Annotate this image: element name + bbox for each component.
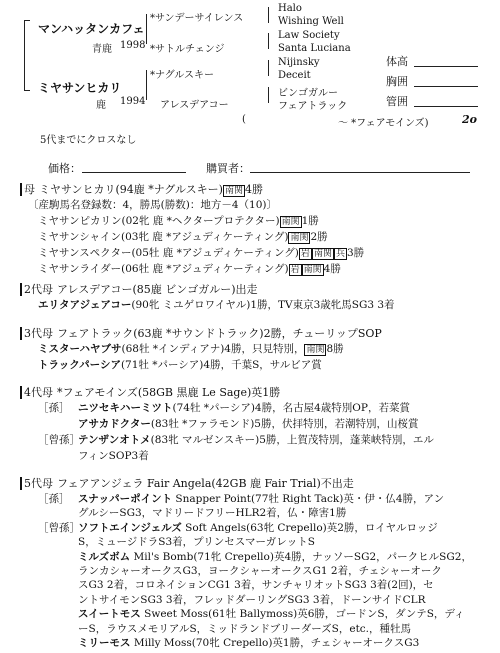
horse-detail: ントサイモンSG3 3着，フレッドダーリングSG3 3着，ドーンサイドCLR <box>78 593 426 606</box>
tag-box: 南関 <box>303 265 322 275</box>
g2-head <box>20 281 258 297</box>
dam-sire: *ナグルスキー <box>150 70 214 81</box>
horse-detail: (83牡 *ファラモンド)5勝，伏拝特別，若潮特別，山桜賞 <box>150 418 419 430</box>
price-field <box>82 172 186 173</box>
horse-detail: Soft Angels(63牝 Crepello)英2勝，ロイヤルロッジ <box>181 521 438 534</box>
g3-5: Deceit <box>278 70 311 81</box>
cannon-field <box>414 106 478 107</box>
tag-box: 南関 <box>306 345 325 355</box>
g5-label: 5代母 <box>20 477 53 490</box>
dam-line1: ミヤサンヒカリ(94鹿 *ナグルスキー) <box>39 183 223 196</box>
tag-box: 岩 <box>300 249 310 259</box>
g3-row <box>38 357 322 372</box>
g5-head <box>20 475 354 491</box>
horse-name: ミルズボム <box>78 550 131 563</box>
g5-row <box>38 549 472 564</box>
horse-name: テンザンオトメ <box>78 434 151 446</box>
g2-row <box>38 297 395 312</box>
g3-1: Wishing Well <box>278 16 344 27</box>
g5-row <box>38 577 434 592</box>
sire-dam: *サトルチェンジ <box>150 44 225 55</box>
tag-box: 南関 <box>224 186 243 196</box>
sire-color: 青鹿 <box>92 44 112 55</box>
dam-dam: アレスデアコー <box>160 100 229 111</box>
g5-row <box>38 635 419 650</box>
horse-detail: ランカシャーオークスG3，ヨークシャーオークスG1 2着，チェシャーオーク <box>78 565 442 577</box>
g3-6: ビンゴガルー <box>278 88 338 99</box>
pedigree-bracket-bottom <box>24 90 30 91</box>
relation-label: ［曾孫］ <box>38 521 80 534</box>
offspring-tail: 2勝 <box>310 231 328 243</box>
sire-name: マンハッタンカフェ <box>38 22 145 36</box>
g5-row <box>38 606 465 621</box>
g3-2: Law Society <box>278 30 340 41</box>
horse-detail: S，ミュージドラS3着，プリンセスマーガレットS <box>78 536 315 549</box>
offspring-text: ミヤサンライダー(06牡 鹿 *アジュディケーティング) <box>38 263 289 275</box>
offspring-tail: 4勝 <box>323 263 341 275</box>
price-label: 価格： <box>48 162 81 175</box>
horse-name: ミリーモス <box>78 637 131 649</box>
g3-line1: フェアトラック(63鹿 *サウンドトラック)2勝，チューリップSOP <box>57 327 382 340</box>
dam-section-label: 母 <box>20 183 35 196</box>
g3-label: 3代母 <box>20 327 53 340</box>
pedigree-bracket-top <box>24 20 30 21</box>
dam-year: 1994 <box>120 96 146 107</box>
offspring-tail: 3勝 <box>346 247 365 259</box>
tag-box: 岩 <box>290 265 300 275</box>
dam-line2: 〔産駒馬名登録数：4，勝馬(勝数)：地方－4（10)〕 <box>28 199 278 211</box>
gen3-bracket-2 <box>268 33 269 49</box>
dam-section-head <box>20 181 263 197</box>
offspring-row <box>38 229 328 244</box>
g5-row <box>38 520 438 535</box>
cannon-label: 管囲 <box>386 95 408 108</box>
g2-label: 2代母 <box>20 283 53 296</box>
footer-tail: ～ *フェアモインズ) <box>338 118 429 129</box>
horse-detail: (74牡 *パーシア)4勝，名古屋4歳特別OP，若菜賞 <box>172 402 410 414</box>
g4-row <box>38 448 149 463</box>
g4-line1: *フェアモインズ(58GB 黒鹿 Le Sage)英1勝 <box>57 386 281 399</box>
g3-head <box>20 325 382 341</box>
sire-year: 1998 <box>120 40 146 51</box>
horse-name: アサカドクター <box>78 418 151 430</box>
horse-name: スナッパーポイント <box>78 493 173 505</box>
horse-detail: Snapper Point(77牡 Right Tack)英・伊・仏4勝，アン <box>172 493 445 505</box>
chest-field <box>414 86 478 87</box>
g3-3: Santa Luciana <box>278 43 351 54</box>
offspring-text: ミヤサンシャイン(03牝 鹿 *アジュディケーティング) <box>38 231 289 243</box>
g4-row <box>38 400 410 415</box>
horse-detail: フィンSOP3着 <box>78 450 149 462</box>
g4-row <box>38 432 434 447</box>
gen3-bracket-3 <box>268 60 269 76</box>
g5-row <box>38 505 346 520</box>
sire-sire: *サンデーサイレンス <box>150 13 244 24</box>
horse-name: トラックパーシア <box>38 359 121 371</box>
tag-box: 南関 <box>313 249 332 259</box>
buyer-label: 購買者： <box>206 162 250 175</box>
horse-detail-2: 8勝 <box>326 343 344 355</box>
g2-name: エリタアジェアコー <box>38 299 132 311</box>
offspring-tail: 1勝 <box>301 215 319 227</box>
chest-label: 胸囲 <box>386 75 408 88</box>
horse-name: ニツセキハーミツト <box>78 402 173 414</box>
horse-detail: Milly Moss(70牝 Crepello)英1勝，チェシャーオークスG3 <box>130 637 420 649</box>
g5-row <box>38 534 315 549</box>
height-field <box>414 66 478 67</box>
gen3-bracket-1 <box>268 7 269 23</box>
horse-detail: Sweet Moss(61牡 Ballymoss)英6勝，ゴードンS，ダンテS，ディ <box>140 608 465 621</box>
offspring-row <box>38 245 364 260</box>
horse-detail: Mil's Bomb(71牝 Crepello)英4勝，ナッソーSG2，パークヒルSG2， <box>130 550 472 563</box>
relation-label: ［孫］ <box>38 493 70 505</box>
gen2-bracket-a <box>146 14 147 44</box>
offspring-text: ミヤサンピカリン(02牝 鹿 *ヘクタープロテクター) <box>38 215 280 227</box>
offspring-row <box>38 213 319 228</box>
g4-head <box>20 384 280 400</box>
horse-detail: グルシーSG3，マドリードフリーHLR2着，仏・障害1勝 <box>78 507 347 520</box>
dam-name: ミヤサンヒカリ <box>38 81 122 95</box>
g4-row <box>38 416 419 431</box>
relation-label: ［孫］ <box>38 402 70 414</box>
g2-line1: アレスデアコー(85鹿 ビンゴガルー)出走 <box>57 283 258 296</box>
gen2-bracket-b <box>146 70 147 100</box>
gen3-bracket-4 <box>268 87 269 103</box>
offspring-row <box>38 261 341 276</box>
g3-4: Nijinsky <box>278 57 320 68</box>
g5-row <box>38 592 426 607</box>
pedigree-bracket <box>24 20 25 90</box>
tag-box: 南関 <box>281 217 300 227</box>
g3-0: Halo <box>278 3 302 14</box>
footer-paren: ( <box>242 114 246 125</box>
tag-box: 南関 <box>290 233 309 243</box>
dam-color: 鹿 <box>96 100 106 111</box>
g3-7: フェアトラック <box>278 101 348 112</box>
tag-box: 兵 <box>335 249 345 259</box>
horse-name: スイートモス <box>78 608 141 621</box>
cross-note: 5代までにクロスなし <box>40 135 137 146</box>
footer-num: 2o <box>462 113 477 126</box>
relation-label: ［曾孫］ <box>38 434 80 446</box>
g5-row <box>38 621 411 636</box>
horse-name: ソフトエインジェルズ <box>78 521 182 534</box>
offspring-text: ミヤサンスペクター(05牡 鹿 *アジュディケーティング) <box>38 247 299 259</box>
buyer-field <box>250 172 470 173</box>
horse-detail: (83牝 マルゼンスキー)5勝，上賀茂特別，蓬莱峡特別，エル <box>150 434 434 446</box>
horse-detail: (71牡 *パーシア)4勝，千葉S，サルビア賞 <box>120 359 322 371</box>
horse-detail: ーS，ラウスメモリアルS，ミッドランドブリーダーズS，etc.，種牡馬 <box>78 622 412 635</box>
g4-label: 4代母 <box>20 386 53 399</box>
horse-detail: スG3 2着，コロネイションCG1 3着，サンチャリオットSG3 3着(2回)，セ <box>78 579 434 592</box>
g5-row <box>38 563 442 578</box>
g5-row <box>38 491 444 506</box>
g3-row <box>38 341 344 356</box>
horse-detail: (68牡 *インディアナ)4勝，只見特別， <box>121 343 305 355</box>
height-label: 体高 <box>386 55 408 68</box>
horse-name: ミスターハヤブサ <box>38 343 122 355</box>
g5-line1: フェアアンジェラ Fair Angela(42GB 鹿 Fair Trial)不出走 <box>57 477 354 490</box>
g2-tail: (90牝 ミユゲロワイヤル)1勝，TV東京3歳牝馬SG3 3着 <box>131 299 395 311</box>
dam-line1-tail: 4勝 <box>244 183 263 196</box>
